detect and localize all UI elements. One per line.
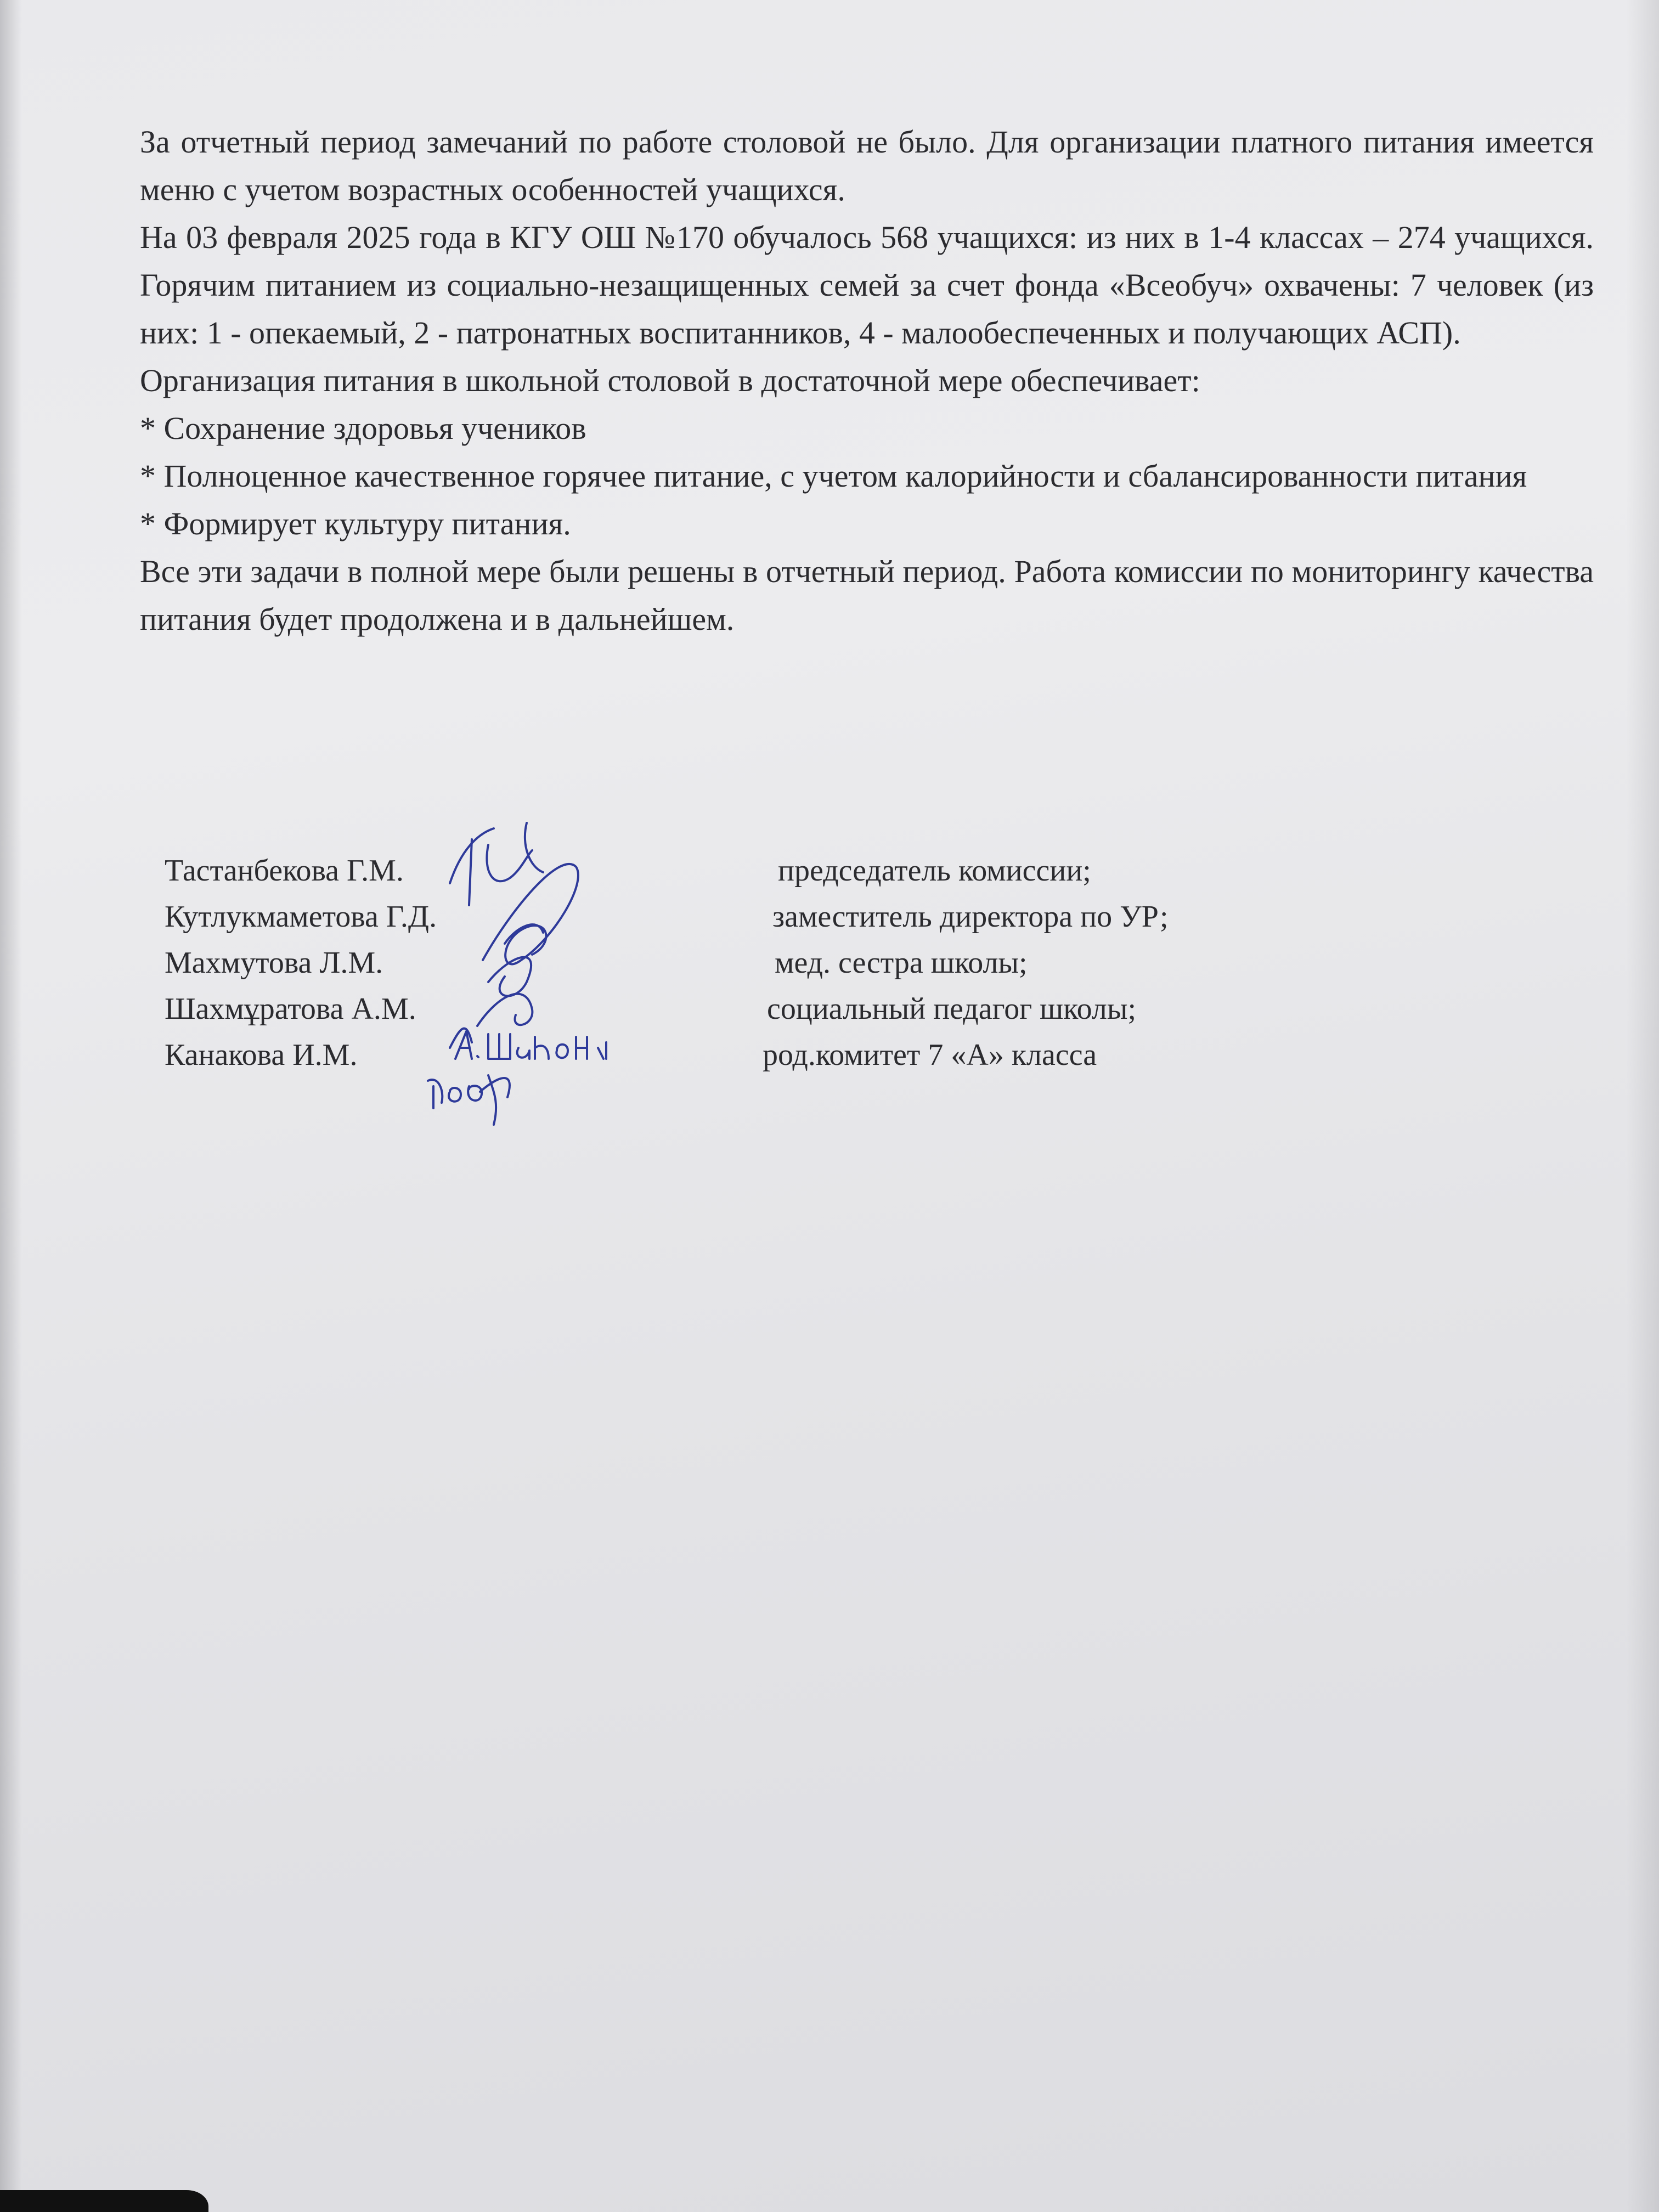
- bullet-culture: * Формирует культуру питания.: [140, 506, 571, 541]
- signature-stroke: [483, 864, 578, 964]
- signatory-row: [165, 1032, 1372, 1078]
- signatory-row: [165, 894, 1372, 940]
- signature-stroke: [428, 1075, 510, 1125]
- paragraph-canteen-remarks: За отчетный период замечаний по работе столовой не было. Для организации платного питания имеется меню с учетом возрастных особенностей учащихся.: [140, 124, 1594, 207]
- handwritten-signatures: [417, 817, 702, 1147]
- bullet-health: * Сохранение здоровья учеников: [140, 410, 586, 446]
- signatory-role: социальный педагог школы;: [767, 992, 1137, 1026]
- signature-stroke: [488, 957, 531, 996]
- signature-stroke: [455, 1031, 606, 1059]
- signatory-role: мед. сестра школы;: [775, 946, 1028, 980]
- signature-list: [165, 848, 1372, 1078]
- signatory-row: [165, 986, 1372, 1032]
- signatory-role: председатель комиссии;: [778, 854, 1091, 888]
- signatory-row: [165, 848, 1372, 894]
- signatory-role: заместитель директора по УР;: [772, 900, 1169, 934]
- paragraph-student-stats: На 03 февраля 2025 года в КГУ ОШ №170 обучалось 568 учащихся: из них в 1-4 классах – 274 учащихся. Горячим питанием из социально-незащищенных семей за счет фонда «Всеобуч» охвачены: 7 человек (из них: 1 - опекаемый, 2 - патронатных воспитанников, 4 - малообеспеченных и получающих АСП).: [140, 219, 1594, 351]
- bullet-hot-meals: * Полноценное качественное горячее питание, с учетом калорийности и сбалансированности питания: [140, 458, 1527, 494]
- signatory-name: Тастанбекова Г.М.: [165, 854, 404, 888]
- signatory-row: [165, 940, 1372, 986]
- signatory-name: Шахмұратова А.М.: [165, 992, 416, 1026]
- page-shadow-left: [0, 0, 22, 2212]
- signatory-name: Канакова И.М.: [165, 1038, 358, 1072]
- paragraph-organization-intro: Организация питания в школьной столовой в достаточной мере обеспечивает:: [140, 363, 1200, 398]
- signatory-role: род.комитет 7 «А» класса: [763, 1038, 1097, 1072]
- page-shadow-right: [1626, 0, 1659, 2212]
- foreground-object: [0, 2190, 208, 2212]
- signatory-name: Махмутова Л.М.: [165, 946, 383, 980]
- signatory-name: Кутлукмаметова Г.Д.: [165, 900, 437, 934]
- paragraph-conclusion: Все эти задачи в полной мере были решены в отчетный период. Работа комиссии по мониторингу качества питания будет продолжена и в дальнейшем.: [140, 554, 1594, 637]
- report-body: [140, 118, 1594, 643]
